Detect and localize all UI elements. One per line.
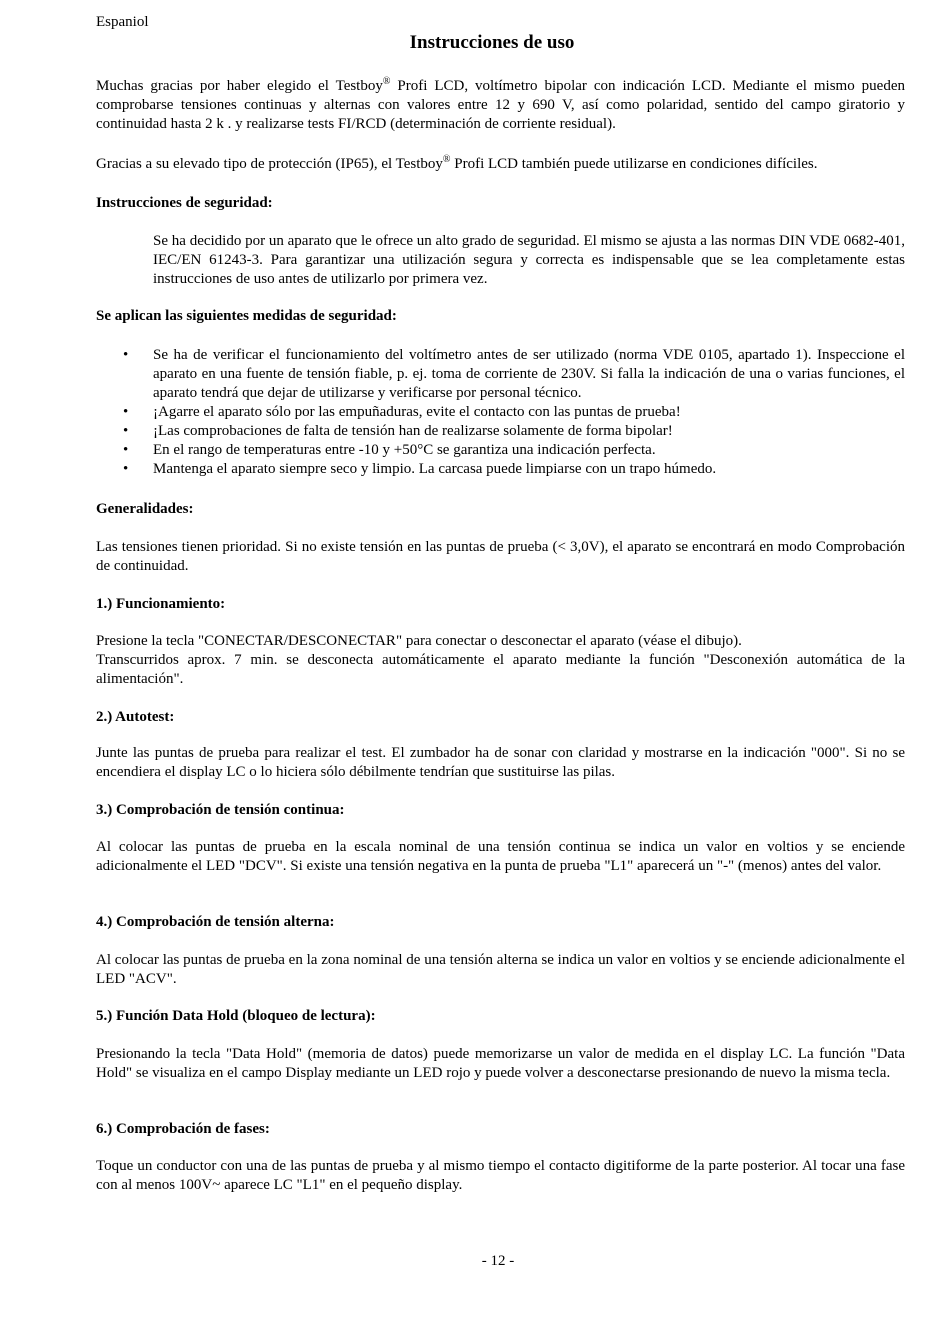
bullet-icon: • (123, 347, 129, 363)
intro-paragraph-1 (96, 77, 905, 134)
registered-mark-2: ® (442, 154, 451, 165)
safety-paragraph (153, 232, 905, 289)
section-2-paragraph (96, 744, 905, 782)
list-item (96, 441, 905, 460)
language-label: Espaniol (96, 14, 149, 30)
list-item-text: Mantenga el aparato siempre seco y limpio. La carcasa puede limpiarse con un trapo húmedo. (153, 461, 717, 477)
section-1-line-2: Transcurridos aprox. 7 min. se desconecta automáticamente el aparato mediante la función "Desconexión automática de la alimentación". (96, 652, 905, 687)
list-item (96, 422, 905, 441)
bullet-icon: • (123, 404, 129, 420)
intro2-text-b: Profi LCD también puede utilizarse en condiciones difíciles. (450, 156, 818, 172)
list-item (96, 460, 905, 479)
measures-list (96, 346, 905, 479)
section-6-text: Toque un conductor con una de las puntas de prueba y al mismo tiempo el contacto digitiforme de la parte posterior. Al tocar una fase con al menos 100V~ aparece LC "L1" en el pequeño display. (96, 1158, 905, 1193)
list-item (96, 403, 905, 422)
intro2-text-a: Gracias a su elevado tipo de protección (IP65), el Testboy (96, 156, 443, 172)
section-4-text: Al colocar las puntas de prueba en la zona nominal de una tensión alterna se indica un valor en voltios y se enciende adicionalmente el LED "ACV". (96, 952, 905, 987)
section-5-text: Presionando la tecla "Data Hold" (memoria de datos) puede memorizarse un valor de medida en el display LC. La función "Data Hold" se visualiza en el campo Display mediante un LED rojo y puede volver a desconectarse presionando de nuevo la misma tecla. (96, 1046, 905, 1081)
general-heading: Generalidades: (96, 501, 194, 517)
section-3-heading: 3.) Comprobación de tensión continua: (96, 802, 345, 818)
section-1-heading: 1.) Funcionamiento: (96, 596, 226, 612)
section-3-text: Al colocar las puntas de prueba en la escala nominal de una tensión continua se indica un valor en voltios y se enciende adicionalmente el LED "DCV". Si existe una tensión negativa en la punta de prueba "L1" aparecerá un "-" (menos) antes del valor. (96, 839, 905, 874)
safety-heading: Instrucciones de seguridad: (96, 195, 273, 211)
section-6-paragraph (96, 1157, 905, 1195)
section-3-paragraph (96, 838, 905, 876)
list-item-text: En el rango de temperaturas entre -10 y +50°C se garantiza una indicación perfecta. (153, 442, 656, 458)
section-1-paragraph (96, 632, 905, 689)
page-number: - 12 - (481, 1253, 515, 1269)
section-4-heading: 4.) Comprobación de tensión alterna: (96, 914, 335, 930)
intro-paragraph-2 (96, 155, 905, 174)
measures-heading: Se aplican las siguientes medidas de seguridad: (96, 308, 397, 324)
list-item (96, 346, 905, 403)
bullet-icon: • (123, 442, 129, 458)
registered-mark: ® (382, 76, 391, 87)
page-title: Instrucciones de uso (409, 32, 575, 53)
list-item-text: ¡Agarre el aparato sólo por las empuñaduras, evite el contacto con las puntas de prueba! (153, 404, 681, 420)
section-6-heading: 6.) Comprobación de fases: (96, 1121, 270, 1137)
intro-text-b: Profi LCD, voltímetro bipolar con indicación LCD. Mediante el mismo pueden comprobarse tensiones continuas y alternas con valores entre 12 y 690 V, así como polaridad, sentido del campo giratorio y continuidad hasta 2 k . y realizarse tests FI/RCD (determinación de corriente residual). (96, 78, 905, 132)
section-2-text: Junte las puntas de prueba para realizar el test. El zumbador ha de sonar con claridad y mostrarse en la indicación "000". Si no se encendiera el display LC o lo hiciera sólo débilmente tendrían que sustituirse las pilas. (96, 745, 905, 780)
list-item-text: ¡Las comprobaciones de falta de tensión han de realizarse solamente de forma bipolar! (153, 423, 673, 439)
general-paragraph (96, 538, 905, 576)
safety-text: Se ha decidido por un aparato que le ofrece un alto grado de seguridad. El mismo se ajusta a las normas DIN VDE 0682-401, IEC/EN 61243-3. Para garantizar una utilización segura y correcta es indispensable que se lea completamente estas instrucciones de uso antes de utilizarlo por primera vez. (153, 233, 905, 287)
intro-text-a: Muchas gracias por haber elegido el Testboy (96, 78, 383, 94)
bullet-icon: • (123, 461, 129, 477)
general-text: Las tensiones tienen prioridad. Si no existe tensión en las puntas de prueba (< 3,0V), el aparato se encontrará en modo Comprobación de continuidad. (96, 539, 905, 574)
section-5-heading: 5.) Función Data Hold (bloqueo de lectura): (96, 1008, 376, 1024)
bullet-icon: • (123, 423, 129, 439)
section-4-paragraph (96, 951, 905, 989)
section-5-paragraph (96, 1045, 905, 1083)
section-2-heading: 2.) Autotest: (96, 709, 175, 725)
section-1-line-1: Presione la tecla "CONECTAR/DESCONECTAR" para conectar o desconectar el aparato (véase el dibujo). (96, 633, 742, 649)
list-item-text: Se ha de verificar el funcionamiento del voltímetro antes de ser utilizado (norma VDE 0105, apartado 1). Inspeccione el aparato en una fuente de tensión fiable, p. ej. toma de corriente de 230V. Si falla la indicación de una o varias funciones, el aparato tendrá que dejar de utilizarse y verificarse por personal técnico. (153, 347, 905, 401)
